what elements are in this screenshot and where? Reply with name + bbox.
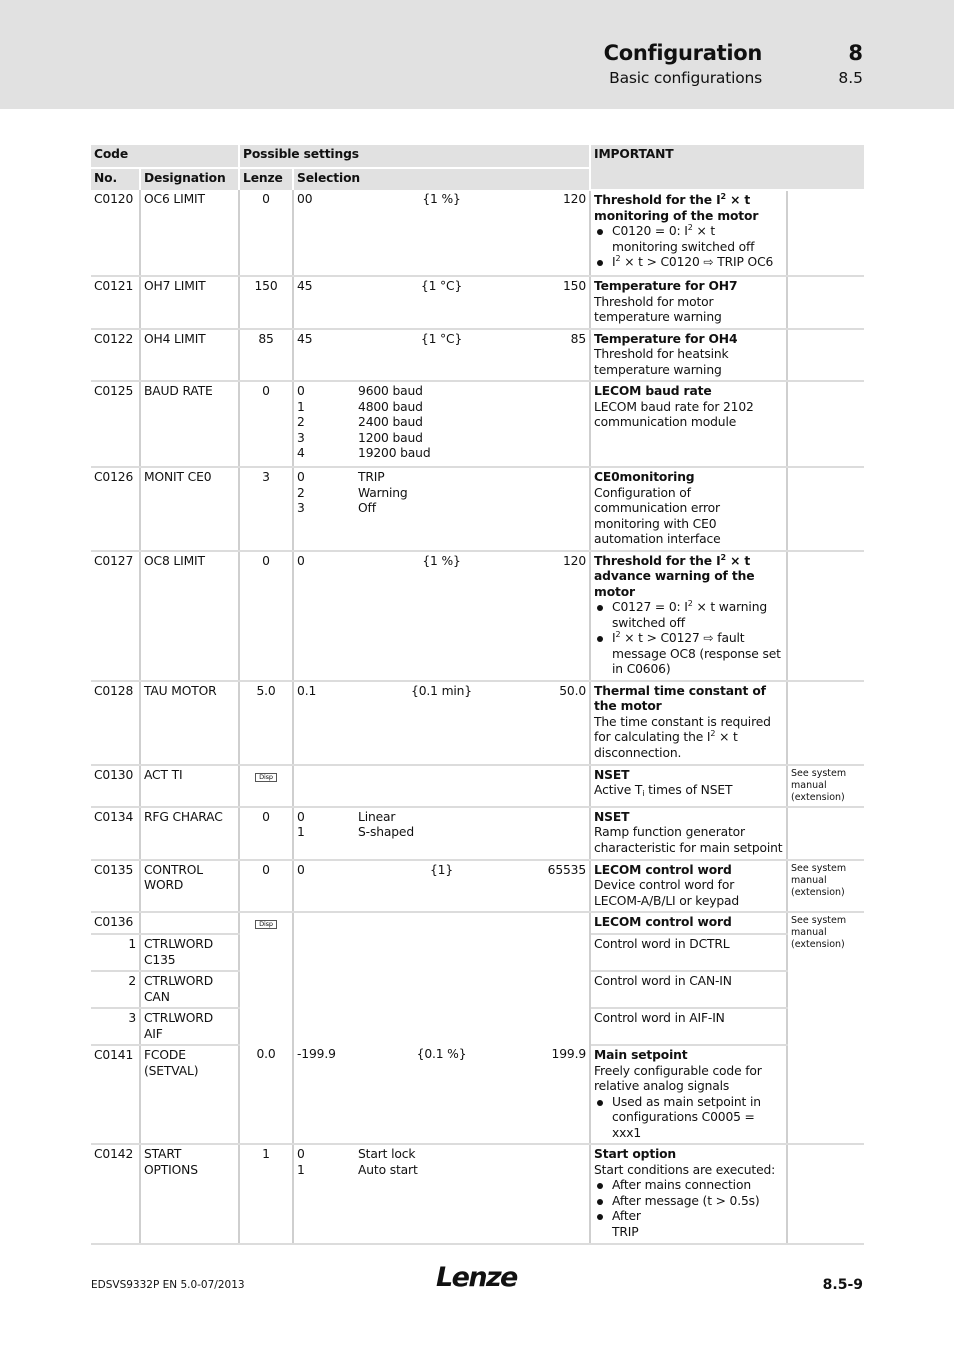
- option-label: Auto start: [358, 1162, 418, 1177]
- designation: OC6 LIMIT: [140, 190, 239, 276]
- table-row: [91, 276, 864, 329]
- lenze-default: 0: [239, 551, 293, 681]
- note-cell: [787, 467, 864, 551]
- range-max: 65535: [547, 862, 587, 877]
- important-description: Ramp function generator characteristic for main setpoint: [594, 825, 783, 855]
- important-text: [590, 807, 787, 860]
- designation: MONIT CE0: [140, 467, 239, 551]
- code-no: C0141: [91, 1045, 140, 1144]
- designation: ACT TI: [140, 765, 239, 807]
- lenze-default: 0: [239, 190, 293, 276]
- table-row: [91, 1045, 864, 1144]
- selection: [293, 765, 590, 807]
- code-no: C0125: [91, 381, 140, 467]
- lenze-default: [239, 912, 293, 1045]
- note-cell: See system manual (extension): [791, 915, 847, 950]
- table-row: [91, 765, 864, 807]
- option-label: Off: [358, 501, 376, 515]
- designation: CTRLWORD CAN: [140, 971, 239, 1008]
- important-title: LECOM control word: [594, 915, 732, 929]
- option-label: TRIP: [358, 470, 385, 484]
- header-band: [0, 0, 954, 109]
- option-value: 0: [297, 470, 305, 484]
- note-cell: [787, 190, 864, 276]
- important-description: Threshold for heatsink temperature warning: [594, 347, 729, 377]
- range-min: -199.9: [297, 1047, 336, 1061]
- important-text: Threshold for the $I^2 \times t$ advance warning of the motor C0127 = 0: $I^2 \times t$ warning switched off $I^2 \times t > C0127$ ⇨ fault message OC8 (response set in C0606): [590, 551, 787, 681]
- list-item: C0120 = 0: $I^2 \times t$ monitoring switched off: [594, 224, 783, 255]
- code-no: C0135: [91, 860, 140, 913]
- important-title: Thermal time constant of the motor: [594, 683, 766, 713]
- important-text: [590, 860, 787, 913]
- option-label: S-shaped: [358, 825, 414, 839]
- designation: OH4 LIMIT: [140, 329, 239, 382]
- lenze-default: 0: [239, 381, 293, 467]
- important-text: [590, 276, 787, 329]
- option-label: 2400 baud: [358, 415, 423, 429]
- designation: CTRLWORD C135: [140, 934, 239, 971]
- note-cell: [787, 1045, 864, 1144]
- selection: [293, 1045, 590, 1144]
- list-item: After message (t > 0.5s): [594, 1194, 783, 1210]
- important-title: CE0monitoring: [594, 470, 695, 484]
- important-description: Control word in CAN-IN: [590, 971, 787, 1008]
- code-no: C0126: [91, 467, 140, 551]
- lenze-default: 0: [239, 860, 293, 913]
- code-no: C0121: [91, 276, 140, 329]
- page-number: 8.5-9: [822, 1277, 863, 1293]
- option-label: Start lock: [358, 1147, 416, 1161]
- range-step: {1 %}: [422, 192, 461, 206]
- note-cell: See system manual (extension): [787, 765, 864, 807]
- range-min: 00: [297, 192, 313, 206]
- chapter-title: Configuration: [603, 41, 762, 65]
- range-min: 0.1: [297, 683, 317, 698]
- important-description: The time constant is required for calculating the $I^2 \times t$ disconnection.: [594, 714, 771, 760]
- designation: RFG CHARAC: [140, 807, 239, 860]
- important-description: Control word in AIF-IN: [590, 1008, 787, 1045]
- code-no: C0122: [91, 329, 140, 382]
- lenze-default: 150: [239, 276, 293, 329]
- table-row: [91, 381, 864, 467]
- note-cell: [787, 329, 864, 382]
- important-title-line2: monitoring of the motor: [594, 208, 759, 223]
- important-description: Control word in DCTRL: [590, 934, 787, 971]
- important-title: Start option: [594, 1147, 677, 1161]
- selection: [293, 467, 590, 551]
- range-min: 45: [297, 331, 313, 346]
- lenze-default: 0: [239, 807, 293, 860]
- important-text: [590, 329, 787, 382]
- selection: [293, 807, 590, 860]
- selection: [293, 190, 590, 276]
- important-text: [590, 765, 787, 807]
- option-value: 3: [297, 501, 305, 515]
- designation: CTRLWORD AIF: [140, 1008, 239, 1045]
- important-title-cont: × t advance warning of the motor: [594, 553, 755, 599]
- header-possible-settings: Possible settings: [239, 145, 590, 168]
- document-id: EDSVS9332P EN 5.0-07/2013: [91, 1279, 245, 1291]
- code-no: C0136: [91, 912, 140, 934]
- option-label: Linear: [358, 809, 396, 824]
- designation: OH7 LIMIT: [140, 276, 239, 329]
- header-lenze: Lenze: [239, 168, 293, 190]
- important-text: [590, 912, 787, 934]
- range-step: {0.1 min}: [411, 683, 472, 698]
- range-max: 150: [562, 279, 587, 293]
- option-value: 1: [297, 1162, 305, 1177]
- table-row: [91, 681, 864, 765]
- code-no: C0142: [91, 1144, 140, 1244]
- code-no: C0130: [91, 765, 140, 807]
- important-title: LECOM baud rate: [594, 384, 712, 398]
- section-number: 8.5: [838, 69, 863, 87]
- option-value: 1: [297, 399, 305, 414]
- important-title: Temperature for OH4: [594, 331, 738, 346]
- range-step: {1 %}: [422, 553, 461, 568]
- lenze-default: 3: [239, 467, 293, 551]
- range-step: {1 °C}: [420, 331, 463, 346]
- range-max: 199.9: [551, 1047, 587, 1061]
- table-row: [91, 467, 864, 551]
- important-title-cont: × t: [725, 193, 751, 207]
- list-item: Used as main setpoint in configurations C0005 = xxx1: [594, 1095, 783, 1142]
- option-value: 4: [297, 446, 305, 460]
- header-designation: Designation: [140, 168, 239, 190]
- chapter-number: 8: [848, 41, 863, 65]
- bullet-list: [594, 1178, 783, 1240]
- list-item: $I^2 \times t > C0120$ ⇨ TRIP OC6: [594, 255, 783, 271]
- list-item: After mains connection: [594, 1178, 783, 1194]
- subcode-index: 1: [91, 934, 140, 971]
- lenze-default: 5.0: [239, 681, 293, 765]
- code-no: C0128: [91, 681, 140, 765]
- designation: [140, 912, 239, 934]
- display-only-badge: Disp: [255, 920, 277, 929]
- range-max: 85: [570, 331, 587, 346]
- selection: [293, 860, 590, 913]
- option-value: 0: [297, 384, 305, 398]
- important-description: Freely configurable code for relative analog signals: [594, 1063, 762, 1093]
- important-text: [590, 467, 787, 551]
- option-value: 2: [297, 485, 305, 500]
- list-item: C0127 = 0: $I^2 \times t$ warning switched off: [594, 600, 783, 631]
- option-label: 1200 baud: [358, 430, 423, 445]
- lenze-logo: Lenze: [436, 1262, 517, 1293]
- parameter-table: [91, 145, 864, 1245]
- option-label: 4800 baud: [358, 399, 423, 414]
- option-value: 3: [297, 430, 305, 445]
- range-max: 120: [562, 553, 587, 568]
- option-value: 0: [297, 1147, 305, 1161]
- bullet-list: [594, 600, 783, 678]
- header-selection: Selection: [293, 168, 590, 190]
- option-value: 2: [297, 415, 305, 429]
- code-no: C0127: [91, 551, 140, 681]
- range-min: 0: [297, 862, 305, 877]
- lenze-default: 85: [239, 329, 293, 382]
- header-no: No.: [91, 168, 140, 190]
- list-item: After TRIP: [594, 1209, 783, 1240]
- table-header-row: [91, 145, 864, 168]
- table-row: [91, 860, 864, 913]
- list-item: $I^2 \times t > C0127$ ⇨ fault message OC8 (response set in C0606): [594, 631, 783, 678]
- important-text: [590, 381, 787, 467]
- important-title: Threshold for the I: [594, 553, 721, 568]
- note-cell: See system manual (extension): [787, 860, 864, 913]
- code-no: C0120: [91, 190, 140, 276]
- note-cell: [787, 276, 864, 329]
- lenze-default: 0.0: [239, 1045, 293, 1144]
- table-row: [91, 329, 864, 382]
- range-max: 120: [562, 192, 587, 206]
- range-min: 45: [297, 279, 313, 293]
- designation: CONTROL WORD: [140, 860, 239, 913]
- important-description: Start conditions are executed:: [594, 1162, 776, 1177]
- important-text: Threshold for the $I^2 \times t$ monitoring of the motor C0120 = 0: $I^2 \times t$ monitoring switched off $I^2 \times t > C0120$ ⇨ TRIP OC6: [590, 190, 787, 276]
- range-step: {1}: [430, 862, 454, 877]
- option-label: Warning: [358, 485, 408, 500]
- lenze-default: 1: [239, 1144, 293, 1244]
- important-text: [590, 1045, 787, 1144]
- option-value: 1: [297, 825, 305, 839]
- important-title: Threshold for the I: [594, 193, 721, 207]
- table-row: [91, 807, 864, 860]
- note-cell: [787, 681, 864, 765]
- important-text: [590, 681, 787, 765]
- range-min: 0: [297, 553, 305, 568]
- note-cell: [787, 551, 864, 681]
- section-title: Basic configurations: [609, 69, 762, 87]
- important-text: [590, 1144, 787, 1244]
- subcode-index: 3: [91, 1008, 140, 1045]
- table-row: [91, 190, 864, 276]
- important-description: Device control word for LECOM-A/B/LI or keypad: [594, 878, 740, 908]
- designation: FCODE (SETVAL): [140, 1045, 239, 1144]
- designation: TAU MOTOR: [140, 681, 239, 765]
- important-title: Main setpoint: [594, 1048, 688, 1062]
- range-max: 50.0: [559, 683, 587, 698]
- range-step: {1 °C}: [420, 279, 463, 293]
- designation: OC8 LIMIT: [140, 551, 239, 681]
- important-title: Temperature for OH7: [594, 279, 738, 293]
- important-title: LECOM control word: [594, 862, 732, 877]
- display-only-badge: Disp: [255, 773, 277, 782]
- important-title: NSET: [594, 767, 630, 782]
- option-label: 19200 baud: [358, 446, 431, 460]
- code-no: C0134: [91, 807, 140, 860]
- note-cell: [787, 807, 864, 860]
- option-label: 9600 baud: [358, 384, 423, 398]
- header-important: IMPORTANT: [590, 145, 864, 190]
- selection: [293, 912, 590, 1045]
- important-title: NSET: [594, 809, 630, 824]
- note-cell: [787, 381, 864, 467]
- selection: [293, 551, 590, 681]
- selection: [293, 329, 590, 382]
- important-description: Threshold for motor temperature warning: [594, 294, 722, 324]
- designation: START OPTIONS: [140, 1144, 239, 1244]
- subcode-index: 2: [91, 971, 140, 1008]
- bullet-list: [594, 1095, 783, 1142]
- table-row: [91, 912, 864, 934]
- table-row: [91, 1144, 864, 1244]
- important-description: LECOM baud rate for 2102 communication module: [594, 399, 754, 429]
- note-cell: [787, 1144, 864, 1244]
- lenze-default: [239, 765, 293, 807]
- table-row: [91, 551, 864, 681]
- selection: [293, 276, 590, 329]
- important-description: Configuration of communication error monitoring with CE0 automation interface: [594, 485, 721, 546]
- selection: [293, 381, 590, 467]
- selection: [293, 1144, 590, 1244]
- important-description: Active $T_i$ times of NSET: [594, 783, 733, 798]
- range-step: {0.1 %}: [416, 1047, 467, 1061]
- bullet-list: [594, 224, 783, 271]
- option-value: 0: [297, 809, 305, 824]
- designation: BAUD RATE: [140, 381, 239, 467]
- header-code: Code: [91, 145, 239, 168]
- selection: [293, 681, 590, 765]
